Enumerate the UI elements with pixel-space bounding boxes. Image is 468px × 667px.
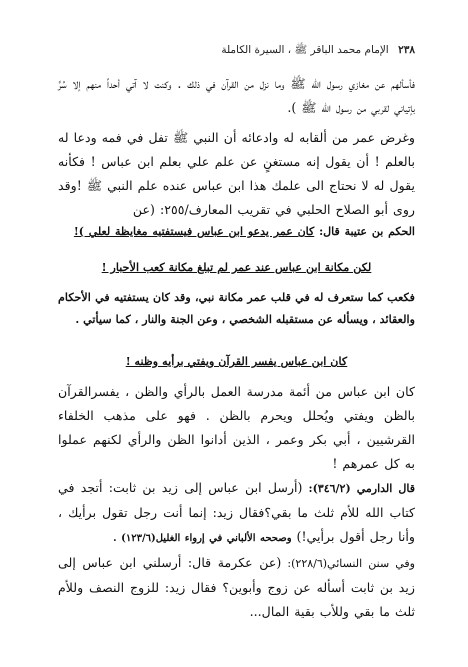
paragraph-5 bbox=[58, 476, 415, 551]
paragraph-5-lead: قال الدارمي (٣٤٦/٢): bbox=[302, 482, 415, 495]
running-head bbox=[58, 44, 415, 59]
paragraph-2: وغرض عمر من ألقابه له وادعائه أن النبي ﷺ تفل في فمه ودعا له بالعلم ! أن يقول إنه مستغنٍ عن علم علي بعلم ابن عباس ! فكأنه يقول له لا نحتاج الى علمك هذا ابن عباس عنده علم النبي ﷺ !وقد روى أبو الصلاح الحلبي في تقريب المعارف/٢٥٥: (عن bbox=[58, 130, 415, 217]
paragraph-6 bbox=[58, 551, 415, 624]
paragraph-3: فكعب كما ستعرف له في قلب عمر مكانة نبي، وقد كان يستفتيه في الأحكام والعقائد ، ويسأله عن مستقبله الشخصي ، وعن الجنة والنار ، كما سيأتي . bbox=[58, 290, 415, 326]
running-head-title: الإمام محمد الباقر ﷺ ، السيرة الكاملة bbox=[221, 44, 389, 56]
paragraph-2-tail-prefix: الحكم بن عتيبة قال: bbox=[314, 225, 415, 238]
paragraph-6-body: (عن عكرمة قال: أرسلني ابن عباس إلى زيد بن ثابت أسأله عن زوج وأبوين؟ فقال زيد: للزوج النصف وللأم ثلث ما بقي وللأب بقية المال... bbox=[58, 555, 415, 619]
paragraph-6-lead: وفي سنن النسائي(٢٢٨/٦): bbox=[281, 557, 415, 570]
page-content bbox=[58, 72, 415, 624]
section-heading-1: لكن مكانة ابن عباس عند عمر لم تبلغ مكانة كعب الأحبار ! bbox=[101, 260, 372, 274]
paragraph-5-note: وصححه الألباني في إرواء الغليل(١٢٣/٦) . bbox=[113, 533, 292, 544]
paragraph-5-body: (أرسل ابن عباس إلى زيد بن ثابت: أتجد في كتاب الله للأم ثلث ما بقي؟فقال زيد: إنما أنت رجل تقول برأيك ، وأنا رجل أقول برأيي!) bbox=[58, 480, 415, 544]
paragraph-2-tail bbox=[58, 222, 415, 242]
page-number: ٢٣٨ bbox=[398, 44, 415, 56]
paragraph-2-tail-quote: كان عمر يدعو ابن عباس فيستفتيه مغايظة لعلي )! bbox=[73, 225, 315, 238]
paragraph-4: كان ابن عباس من أئمة مدرسة العمل بالرأي والظن ، يفسرالقرآن بالظن ويفتي ويُحلل ويحرم بالظن . فهو على مذهب الخلفاء القرشيين ، أبي بكر وعمر ، الذين أدانوا الظن والرأي لكنهم عملوا به كل عمرهم ! bbox=[58, 384, 415, 471]
paragraph-1: فأسألهم عن مغازي رسول الله ﷺ وما نزل من القرآن في ذلك . وكنت لا آتي أحداً منهم إلا سُرَّ بإتياني لقربي من رسول الله ﷺ ). bbox=[58, 76, 415, 115]
section-heading-2: كان ابن عباس يفسر القرآن ويفتي برأيه وظنه ! bbox=[125, 354, 348, 368]
